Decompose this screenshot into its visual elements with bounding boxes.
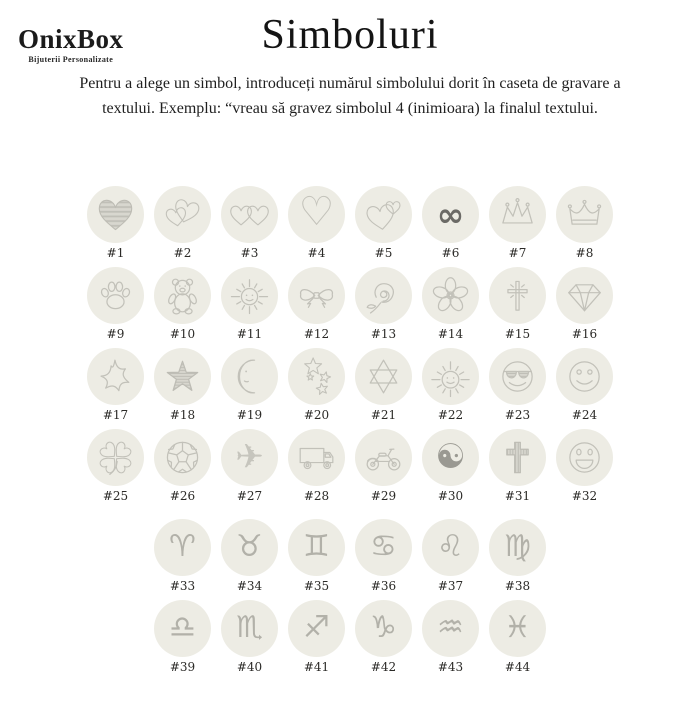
intro-line-1: Pentru a alege un simbol, introduceți numărul simbolului dorit în caseta de gravare a: [79, 75, 621, 93]
symbol-cell-1: [87, 186, 144, 260]
symbol-number: #14: [437, 326, 464, 341]
cool-smiley-icon: [495, 354, 540, 399]
smiley-icon: [562, 354, 607, 399]
symbol-circle-12: [288, 267, 345, 324]
symbol-number: #43: [437, 659, 464, 674]
symbol-cell-38: [489, 519, 546, 593]
motorcycle-icon: [361, 435, 406, 480]
symbol-circle-44: [489, 600, 546, 657]
symbol-cell-16: [556, 267, 613, 341]
symbol-circle-19: [221, 348, 278, 405]
symbol-number: #17: [102, 407, 129, 422]
symbol-number: #28: [303, 488, 330, 503]
symbol-circle-26: [154, 429, 211, 486]
zodiac-aries-icon: ♈: [169, 529, 196, 565]
symbol-cell-39: [154, 600, 211, 674]
symbol-cell-8: [556, 186, 613, 260]
symbol-circle-9: [87, 267, 144, 324]
zodiac-leo-icon: ♌: [437, 529, 464, 565]
symbol-circle-42: [355, 600, 412, 657]
symbol-circle-11: [221, 267, 278, 324]
flower-icon: [428, 273, 473, 318]
symbol-row-2: [0, 267, 700, 341]
symbol-circle-37: [422, 519, 479, 576]
symbol-cell-30: [422, 429, 479, 503]
symbol-cell-35: [288, 519, 345, 593]
airplane-icon: ✈: [235, 437, 264, 478]
symbol-cell-27: [221, 429, 278, 503]
symbol-number: #33: [169, 578, 196, 593]
zodiac-aquarius-icon: ♒: [437, 610, 464, 646]
stars-scatter-icon: [294, 354, 339, 399]
yin-yang-icon: ☯: [435, 437, 466, 478]
symbol-circle-17: [87, 348, 144, 405]
symbol-circle-23: [489, 348, 546, 405]
symbol-circle-14: [422, 267, 479, 324]
symbol-cell-25: [87, 429, 144, 503]
crown-tiara-icon: [495, 192, 540, 237]
symbol-number: #37: [437, 578, 464, 593]
crescent-moon-icon: [227, 354, 272, 399]
striped-star-icon: [160, 354, 205, 399]
symbol-cell-34: [221, 519, 278, 593]
infinity-icon: ∞: [436, 194, 465, 234]
symbol-number: #30: [437, 488, 464, 503]
sun-face-icon: [227, 273, 272, 318]
symbol-cell-7: [489, 186, 546, 260]
paw-print-icon: [93, 273, 138, 318]
symbol-circle-43: [422, 600, 479, 657]
symbol-cell-26: [154, 429, 211, 503]
symbol-row-6: [0, 600, 700, 674]
zodiac-sagittarius-icon: ♐: [303, 610, 330, 646]
symbol-cell-22: [422, 348, 479, 422]
symbol-circle-21: [355, 348, 412, 405]
symbol-cell-19: [221, 348, 278, 422]
teddy-bear-icon: [160, 273, 205, 318]
symbol-number: #23: [504, 407, 531, 422]
symbol-circle-41: [288, 600, 345, 657]
symbol-number: #39: [169, 659, 196, 674]
symbol-circle-33: [154, 519, 211, 576]
symbol-number: #29: [370, 488, 397, 503]
linked-hearts-icon: [227, 192, 272, 237]
symbol-circle-10: [154, 267, 211, 324]
symbol-row-5: [0, 519, 700, 593]
symbol-circle-1: [87, 186, 144, 243]
symbol-cell-43: [422, 600, 479, 674]
symbol-number: #19: [236, 407, 263, 422]
symbol-number: #9: [106, 326, 125, 341]
symbol-number: #24: [571, 407, 598, 422]
starfish-icon: [93, 354, 138, 399]
symbol-circle-22: [422, 348, 479, 405]
symbol-cell-24: [556, 348, 613, 422]
symbol-number: #3: [240, 245, 259, 260]
zodiac-virgo-icon: ♍: [504, 529, 531, 565]
symbol-cell-6: [422, 186, 479, 260]
symbol-number: #44: [504, 659, 531, 674]
striped-heart-icon: [93, 192, 138, 237]
symbol-row-1: [0, 186, 700, 260]
symbol-cell-37: [422, 519, 479, 593]
symbol-number: #16: [571, 326, 598, 341]
four-leaf-clover-icon: [93, 435, 138, 480]
symbol-circle-30: [422, 429, 479, 486]
symbol-cell-33: [154, 519, 211, 593]
symbol-circle-4: [288, 186, 345, 243]
symbol-number: #18: [169, 407, 196, 422]
zodiac-cancer-icon: ♋: [370, 529, 397, 565]
symbol-cell-15: [489, 267, 546, 341]
symbol-cell-32: [556, 429, 613, 503]
symbol-circle-20: [288, 348, 345, 405]
symbol-number: #21: [370, 407, 397, 422]
symbol-cell-17: [87, 348, 144, 422]
symbol-circle-40: [221, 600, 278, 657]
symbol-number: #4: [307, 245, 326, 260]
symbol-cell-18: [154, 348, 211, 422]
symbol-number: #13: [370, 326, 397, 341]
symbol-cell-31: [489, 429, 546, 503]
logo-title: OnixBox: [18, 24, 124, 54]
intro-line-2: textului. Exemplu: “vreau să gravez simbolul 4 (inimioara) la finalul textului.: [102, 99, 598, 117]
symbol-number: #35: [303, 578, 330, 593]
symbol-circle-38: [489, 519, 546, 576]
symbol-circle-16: [556, 267, 613, 324]
symbol-cell-2: [154, 186, 211, 260]
symbol-number: #25: [102, 488, 129, 503]
rose-icon: [361, 273, 406, 318]
symbol-number: #40: [236, 659, 263, 674]
logo: [18, 25, 124, 64]
symbol-circle-29: [355, 429, 412, 486]
zodiac-libra-icon: ♎: [169, 610, 196, 646]
soccer-ball-icon: [160, 435, 205, 480]
truck-icon: [294, 435, 339, 480]
symbol-circle-34: [221, 519, 278, 576]
symbol-number: #26: [169, 488, 196, 503]
symbol-circle-24: [556, 348, 613, 405]
symbol-cell-44: [489, 600, 546, 674]
symbol-cell-3: [221, 186, 278, 260]
symbol-circle-25: [87, 429, 144, 486]
intro-text: [0, 72, 700, 122]
symbol-number: #31: [504, 488, 531, 503]
symbol-number: #10: [169, 326, 196, 341]
symbol-number: #15: [504, 326, 531, 341]
symbol-cell-13: [355, 267, 412, 341]
symbol-cell-28: [288, 429, 345, 503]
symbol-cell-11: [221, 267, 278, 341]
symbol-circle-27: [221, 429, 278, 486]
zodiac-pisces-icon: ♓: [504, 610, 531, 646]
symbol-circle-3: [221, 186, 278, 243]
symbol-number: #36: [370, 578, 397, 593]
symbol-cell-42: [355, 600, 412, 674]
symbol-cell-23: [489, 348, 546, 422]
symbol-cell-12: [288, 267, 345, 341]
heart-outline-icon: ♡: [298, 189, 335, 236]
symbol-cell-21: [355, 348, 412, 422]
symbol-cell-4: [288, 186, 345, 260]
striped-cross-icon: [495, 435, 540, 480]
symbol-cell-41: [288, 600, 345, 674]
symbol-number: #11: [236, 326, 263, 341]
ribbon-bow-icon: [294, 273, 339, 318]
symbol-circle-2: [154, 186, 211, 243]
symbol-number: #8: [575, 245, 594, 260]
page-title: Simboluri: [261, 12, 439, 58]
zodiac-taurus-icon: ♉: [236, 529, 263, 565]
symbol-circle-18: [154, 348, 211, 405]
symbol-cell-29: [355, 429, 412, 503]
symbol-number: #12: [303, 326, 330, 341]
crown-royal-icon: [562, 192, 607, 237]
symbol-cell-20: [288, 348, 345, 422]
symbol-number: #38: [504, 578, 531, 593]
symbol-cell-14: [422, 267, 479, 341]
symbol-circle-36: [355, 519, 412, 576]
symbol-cell-10: [154, 267, 211, 341]
symbol-number: #34: [236, 578, 263, 593]
star-of-david-icon: [361, 354, 406, 399]
diamond-gem-icon: [562, 273, 607, 318]
symbol-circle-15: [489, 267, 546, 324]
symbol-number: #27: [236, 488, 263, 503]
symbol-circle-5: [355, 186, 412, 243]
heart-pair-icon: [361, 192, 406, 237]
symbol-circle-39: [154, 600, 211, 657]
symbol-circle-31: [489, 429, 546, 486]
zodiac-gemini-icon: ♊: [303, 529, 330, 565]
logo-subtitle: Bijuterii Personalizate: [28, 55, 114, 65]
symbol-number: #5: [374, 245, 393, 260]
symbol-number: #22: [437, 407, 464, 422]
laugh-smiley-icon: [562, 435, 607, 480]
cross-rays-icon: [495, 273, 540, 318]
symbol-number: #41: [303, 659, 330, 674]
symbol-circle-32: [556, 429, 613, 486]
symbol-cell-5: [355, 186, 412, 260]
symbol-number: #1: [106, 245, 125, 260]
symbol-number: #32: [571, 488, 598, 503]
symbol-row-3: [0, 348, 700, 422]
symbol-circle-35: [288, 519, 345, 576]
symbol-circle-6: [422, 186, 479, 243]
symbol-cell-9: [87, 267, 144, 341]
symbol-circle-28: [288, 429, 345, 486]
symbol-number: #42: [370, 659, 397, 674]
symbol-row-4: [0, 429, 700, 503]
symbol-circle-8: [556, 186, 613, 243]
symbol-cell-36: [355, 519, 412, 593]
symbol-number: #6: [441, 245, 460, 260]
symbol-circle-13: [355, 267, 412, 324]
symbol-circle-7: [489, 186, 546, 243]
symbol-number: #2: [173, 245, 192, 260]
symbol-number: #7: [508, 245, 527, 260]
symbol-cell-40: [221, 600, 278, 674]
double-hearts-icon: [160, 192, 205, 237]
symbol-grid: [0, 186, 700, 674]
zodiac-capricorn-icon: ♑: [370, 610, 397, 646]
sun-smile-icon: [428, 354, 473, 399]
symbol-number: #20: [303, 407, 330, 422]
zodiac-scorpio-icon: ♏: [236, 610, 263, 646]
